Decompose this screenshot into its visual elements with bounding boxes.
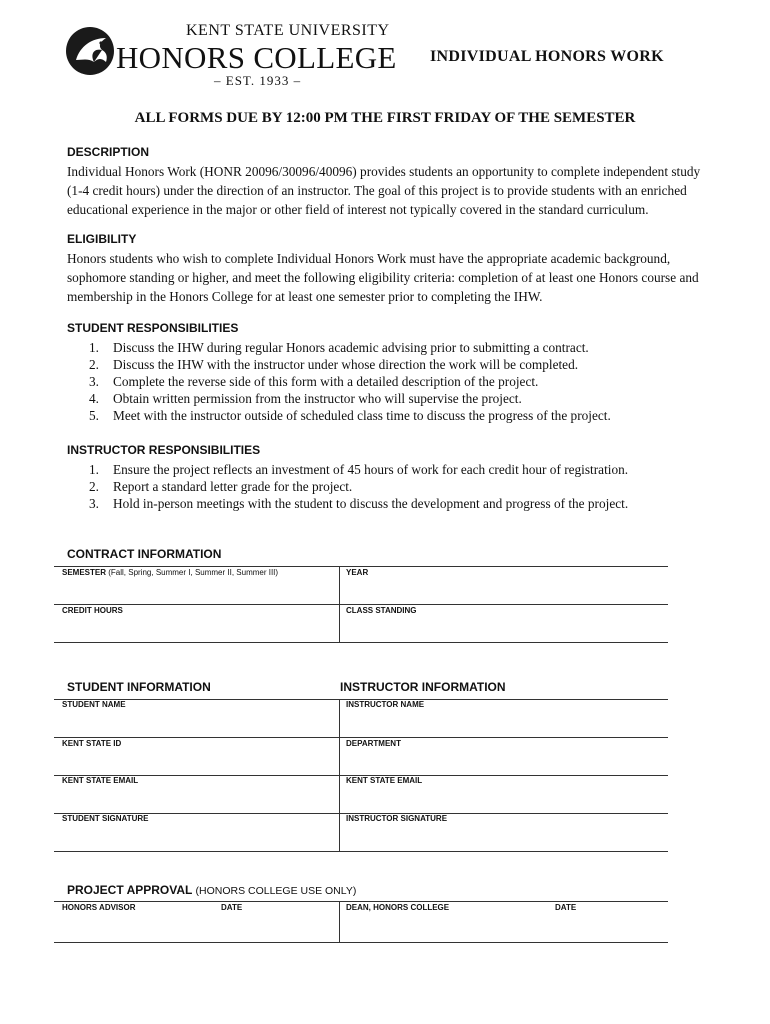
description-section: [67, 144, 707, 219]
established-year: – EST. 1933 –: [214, 73, 302, 88]
eligibility-body: Honors students who wish to complete Individual Honors Work must have the appropriate academic background, sophomore standing or higher, and meet the following eligibility criteria: completion of at least one Honors course and membership in the Honors College for at least one semester prior to completing the IHW.: [67, 251, 699, 304]
instructor-responsibilities-heading: INSTRUCTOR RESPONSIBILITIES: [67, 443, 261, 457]
divider: [54, 566, 668, 567]
semester-field[interactable]: [62, 568, 278, 577]
eligibility-heading: ELIGIBILITY: [67, 232, 137, 246]
kent-state-id-field[interactable]: KENT STATE ID: [62, 739, 122, 748]
list-item: 4. Obtain written permission from the instructor who will supervise the project.: [89, 391, 522, 406]
divider: [54, 901, 668, 902]
instructor-responsibilities-list: [67, 461, 707, 512]
list-item: 2. Discuss the IHW with the instructor under whose direction the work will be completed.: [89, 357, 579, 372]
document-title: INDIVIDUAL HONORS WORK: [430, 48, 664, 65]
semester-note: (Fall, Spring, Summer I, Summer II, Summer III): [108, 568, 279, 577]
student-name-field[interactable]: STUDENT NAME: [62, 700, 126, 709]
instructor-responsibilities-section: [67, 442, 707, 512]
list-item: 2. Report a standard letter grade for the project.: [89, 479, 353, 494]
divider: [54, 642, 668, 643]
student-email-field[interactable]: KENT STATE EMAIL: [62, 776, 139, 785]
list-item: 5. Meet with the instructor outside of scheduled class time to discuss the progress of the project.: [89, 408, 611, 423]
list-item: 3. Hold in-person meetings with the student to discuss the development and progress of the project.: [89, 496, 629, 511]
year-field[interactable]: YEAR: [346, 568, 369, 577]
list-item: 3. Complete the reverse side of this form with a detailed description of the project.: [89, 374, 539, 389]
student-responsibilities-section: [67, 320, 707, 424]
divider: [54, 604, 668, 605]
dean-field[interactable]: DEAN, HONORS COLLEGE: [346, 903, 450, 912]
divider: [54, 851, 668, 852]
list-item: 1. Discuss the IHW during regular Honors academic advising prior to submitting a contract.: [89, 340, 589, 355]
approval-heading: [67, 883, 356, 897]
contract-heading: CONTRACT INFORMATION: [67, 547, 222, 561]
student-signature-field[interactable]: STUDENT SIGNATURE: [62, 814, 149, 823]
dean-date-field[interactable]: DATE: [555, 903, 577, 912]
advisor-date-field[interactable]: DATE: [221, 903, 243, 912]
department-field[interactable]: DEPARTMENT: [346, 739, 401, 748]
student-responsibilities-heading: STUDENT RESPONSIBILITIES: [67, 321, 239, 335]
instructor-name-field[interactable]: INSTRUCTOR NAME: [346, 700, 425, 709]
divider: [54, 942, 668, 943]
student-info-heading: STUDENT INFORMATION: [67, 680, 211, 694]
due-notice: ALL FORMS DUE BY 12:00 PM THE FIRST FRIDAY OF THE SEMESTER: [134, 110, 636, 126]
instructor-signature-field[interactable]: INSTRUCTOR SIGNATURE: [346, 814, 448, 823]
approval-title: PROJECT APPROVAL: [67, 883, 193, 897]
instructor-email-field[interactable]: KENT STATE EMAIL: [346, 776, 423, 785]
semester-label: SEMESTER: [62, 568, 107, 577]
credit-hours-field[interactable]: CREDIT HOURS: [62, 606, 123, 615]
list-item: 1. Ensure the project reflects an investment of 45 hours of work for each credit hour of registration.: [89, 462, 629, 477]
student-responsibilities-list: [67, 339, 707, 424]
divider: [54, 737, 668, 738]
college-name: HONORS COLLEGE: [116, 40, 397, 75]
honors-advisor-field[interactable]: HONORS ADVISOR: [62, 903, 136, 912]
description-body: Individual Honors Work (HONR 20096/30096/40096) provides students an opportunity to complete independent study (1-4 credit hours) under the direction of an instructor. The goal of this project is to provide students with an enriched educational experience in the major or other field of interest not typically covered in the standard curriculum.: [67, 164, 701, 217]
university-name: KENT STATE UNIVERSITY: [186, 22, 390, 39]
college-logo: [64, 22, 397, 92]
approval-note: (HONORS COLLEGE USE ONLY): [195, 885, 357, 897]
class-standing-field[interactable]: CLASS STANDING: [346, 606, 417, 615]
divider: [339, 901, 340, 942]
eligibility-section: [67, 231, 707, 306]
golden-flash-eagle-icon: [64, 24, 116, 78]
instructor-info-heading: INSTRUCTOR INFORMATION: [340, 680, 506, 694]
description-heading: DESCRIPTION: [67, 145, 150, 159]
